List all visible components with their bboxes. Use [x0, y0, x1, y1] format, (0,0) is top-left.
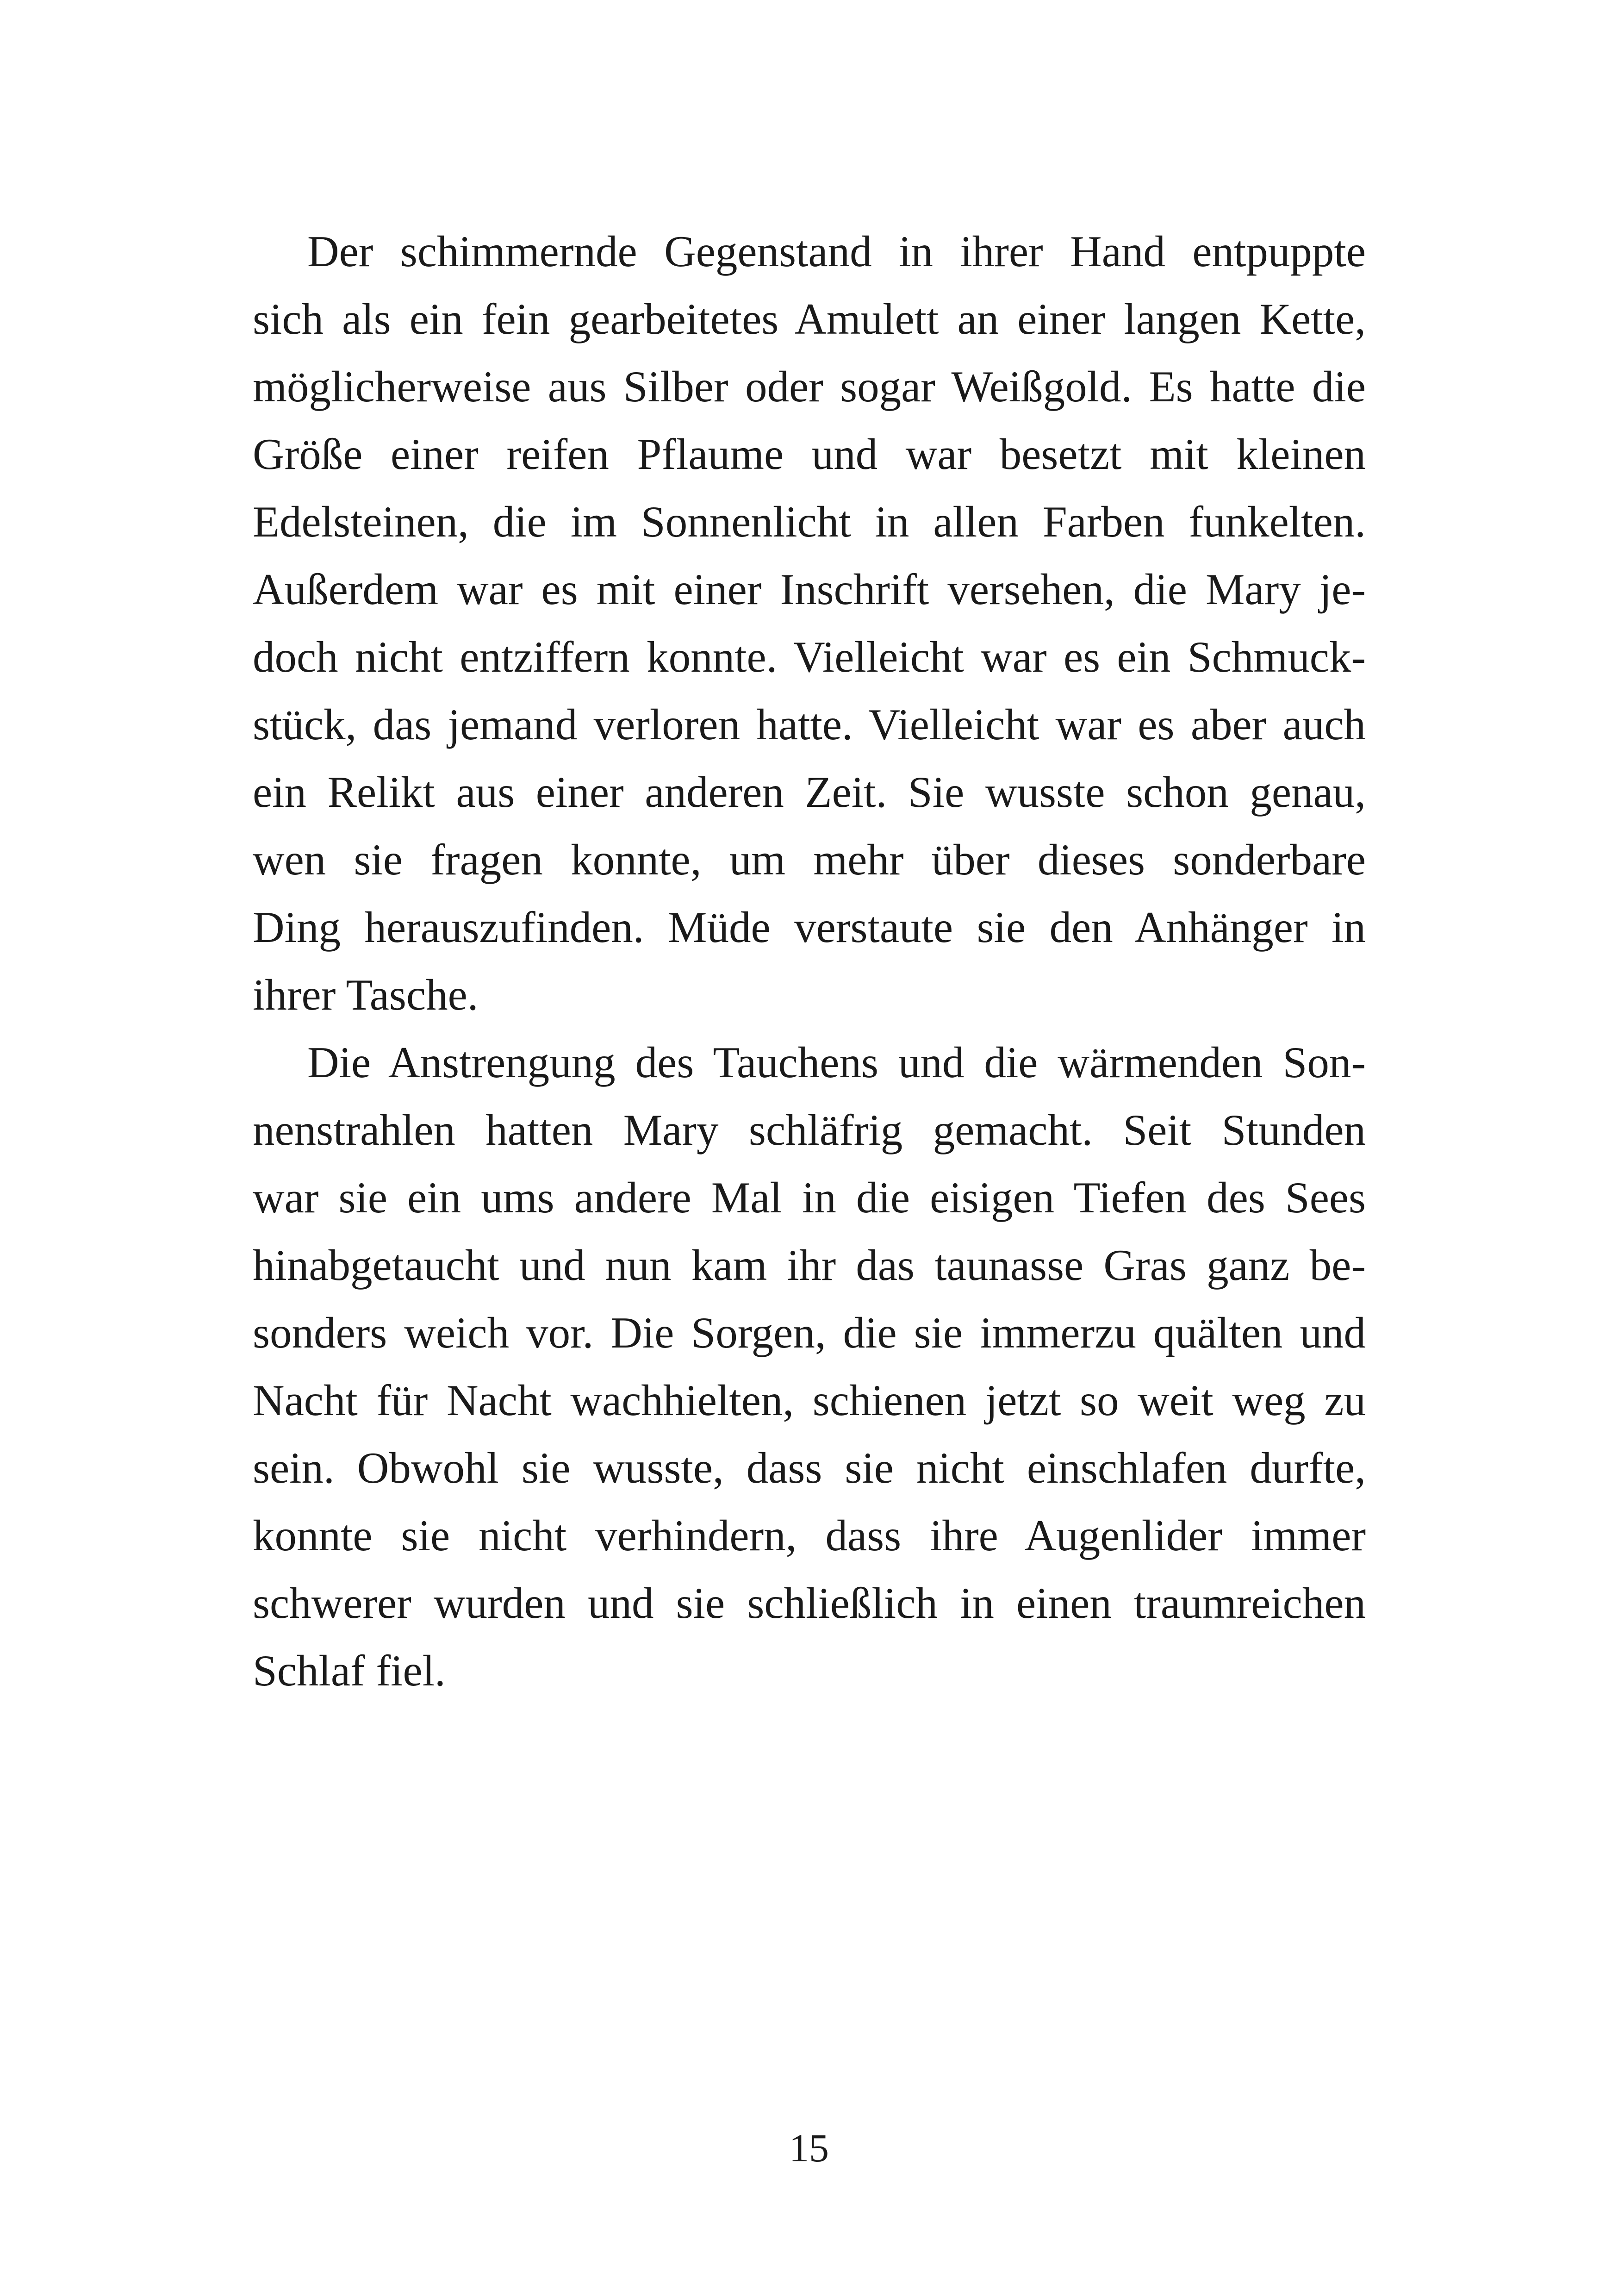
text-line: sich als ein fein gearbeitetes Amulett an einer langen Kette,	[253, 294, 1366, 343]
text-line: nenstrahlen hatten Mary schläfrig gemacht. Seit Stunden	[253, 1105, 1366, 1154]
text-line: Die Anstrengung des Tauchens und die wärmenden Son-	[307, 1038, 1366, 1087]
text-line: Der schimmernde Gegenstand in ihrer Hand entpuppte	[307, 227, 1366, 276]
text-line: doch nicht entziffern konnte. Vielleicht war es ein Schmuck-	[253, 632, 1366, 681]
paragraph-1	[253, 218, 1366, 1029]
text-line: sonders weich vor. Die Sorgen, die sie immerzu quälten und	[253, 1308, 1366, 1357]
text-line: Ding herauszufinden. Müde verstaute sie den Anhänger in	[253, 903, 1366, 952]
paragraph-2	[253, 1029, 1366, 1704]
text-line: hinabgetaucht und nun kam ihr das taunasse Gras ganz be-	[253, 1241, 1366, 1290]
text-line: Nacht für Nacht wachhielten, schienen jetzt so weit weg zu	[253, 1376, 1366, 1425]
text-line: Außerdem war es mit einer Inschrift versehen, die Mary je-	[253, 565, 1366, 614]
page-number: 15	[789, 2126, 829, 2170]
text-line: schwerer wurden und sie schließlich in einen traumreichen	[253, 1578, 1366, 1628]
text-line: sein. Obwohl sie wusste, dass sie nicht einschlafen durfte,	[253, 1443, 1366, 1492]
text-line: ein Relikt aus einer anderen Zeit. Sie wusste schon genau,	[253, 767, 1366, 817]
text-line: Edelsteinen, die im Sonnenlicht in allen Farben funkelten.	[253, 497, 1366, 546]
text-line: ihrer Tasche.	[253, 970, 479, 1019]
text-line: wen sie fragen konnte, um mehr über dieses sonderbare	[253, 835, 1366, 884]
text-line: war sie ein ums andere Mal in die eisigen Tiefen des Sees	[253, 1173, 1366, 1222]
text-line: Größe einer reifen Pflaume und war besetzt mit kleinen	[253, 430, 1366, 479]
text-line: stück, das jemand verloren hatte. Vielleicht war es aber auch	[253, 700, 1366, 749]
text-line: Schlaf fiel.	[253, 1646, 446, 1695]
body-text	[253, 218, 1366, 1704]
text-line: möglicherweise aus Silber oder sogar Weißgold. Es hatte die	[253, 362, 1366, 411]
text-line: konnte sie nicht verhindern, dass ihre Augenlider immer	[253, 1511, 1366, 1560]
